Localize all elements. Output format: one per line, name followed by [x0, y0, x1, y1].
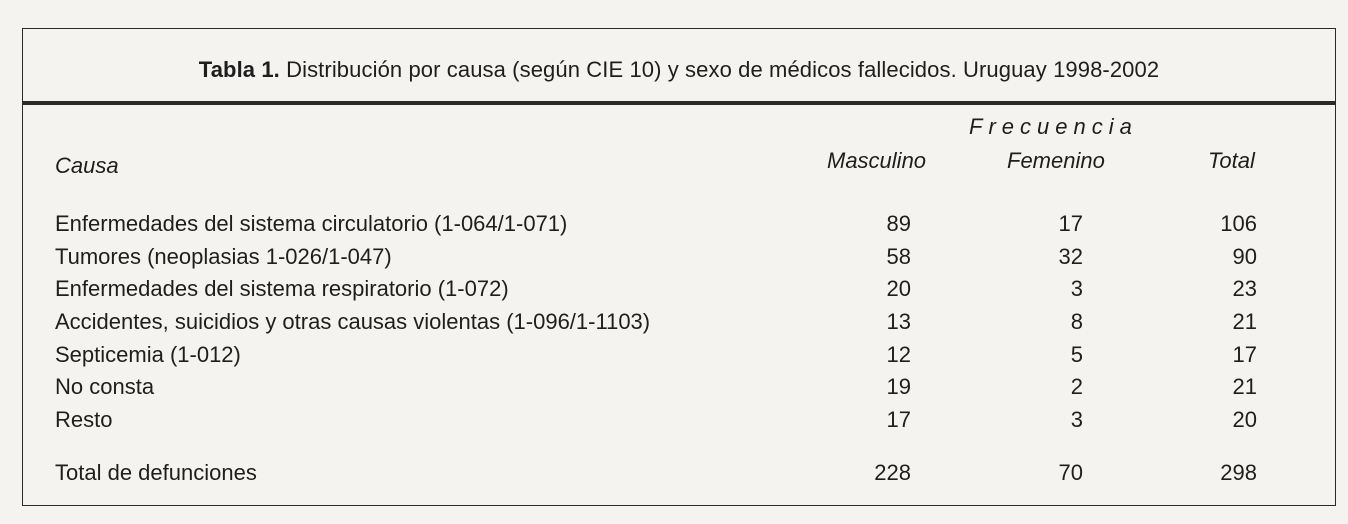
total-masculino: 228 — [874, 460, 911, 485]
cause-cell: Resto — [55, 407, 113, 432]
masculino-cell: 89 — [886, 211, 911, 236]
header-total: Total — [1208, 148, 1255, 173]
table-frame — [22, 28, 1336, 506]
total-label: Total de defunciones — [55, 460, 257, 485]
masculino-cell: 20 — [886, 276, 911, 301]
cause-cell: Tumores (neoplasias 1-026/1-047) — [55, 244, 392, 269]
masculino-cell: 12 — [886, 342, 911, 367]
table-title-text: Distribución por causa (según CIE 10) y sexo de médicos fallecidos. Uruguay 1998-2002 — [279, 57, 1160, 82]
masculino-cell: 13 — [886, 309, 911, 334]
femenino-cell: 8 — [1070, 309, 1083, 334]
masculino-cell: 17 — [886, 407, 911, 432]
femenino-cell: 5 — [1070, 342, 1083, 367]
total-cell: 17 — [1232, 342, 1257, 367]
masculino-cell: 19 — [886, 374, 911, 399]
femenino-cell: 17 — [1058, 211, 1083, 236]
header-femenino: Femenino — [1007, 148, 1105, 173]
total-cell: 106 — [1220, 211, 1257, 236]
table-title-number: Tabla 1. — [198, 57, 280, 82]
cause-cell: No consta — [55, 374, 155, 399]
masculino-cell: 58 — [886, 244, 911, 269]
femenino-cell: 3 — [1070, 276, 1083, 301]
femenino-cell: 32 — [1058, 244, 1083, 269]
cause-cell: Enfermedades del sistema circulatorio (1-064/1-071) — [55, 211, 568, 236]
total-femenino: 70 — [1058, 460, 1083, 485]
total-cell: 21 — [1232, 309, 1257, 334]
cause-cell: Enfermedades del sistema respiratorio (1-072) — [55, 276, 509, 301]
total-cell: 90 — [1232, 244, 1257, 269]
header-causa: Causa — [55, 153, 119, 178]
cause-cell: Accidentes, suicidios y otras causas violentas (1-096/1-1103) — [55, 309, 651, 334]
femenino-cell: 2 — [1070, 374, 1083, 399]
total-cell: 20 — [1232, 407, 1257, 432]
header-rule — [22, 101, 1336, 105]
table-title — [23, 57, 1335, 83]
femenino-cell: 3 — [1070, 407, 1083, 432]
frecuencia-label: Frecuencia — [969, 114, 1138, 139]
total-total: 298 — [1220, 460, 1257, 485]
total-cell: 21 — [1232, 374, 1257, 399]
cause-cell: Septicemia (1-012) — [55, 342, 241, 367]
header-masculino: Masculino — [827, 148, 927, 173]
total-cell: 23 — [1232, 276, 1257, 301]
